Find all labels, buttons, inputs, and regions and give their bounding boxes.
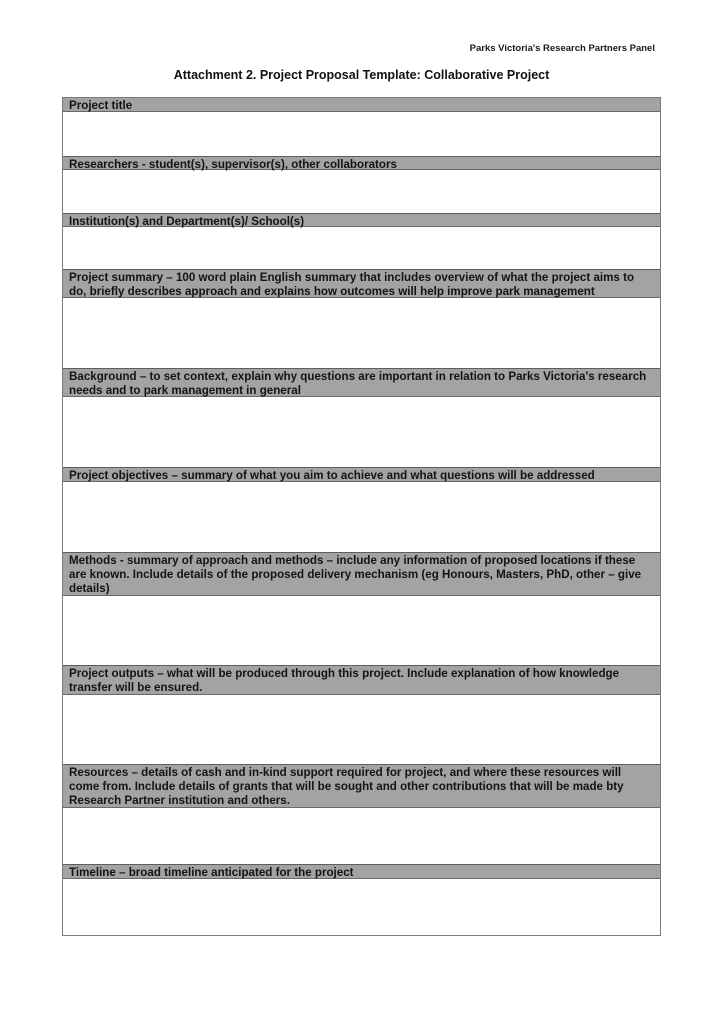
- field-methods[interactable]: [63, 596, 660, 665]
- field-project-title[interactable]: [63, 112, 660, 156]
- section-header-background: Background – to set context, explain why questions are important in relation to Parks Victoria's research needs and to park management in general: [63, 368, 660, 397]
- document-title: Attachment 2. Project Proposal Template: Collaborative Project: [173, 68, 550, 82]
- section-header-project-summary: Project summary – 100 word plain English summary that includes overview of what the project aims to do, briefly describes approach and explains how outcomes will help improve park management: [63, 269, 660, 298]
- section-header-methods: Methods - summary of approach and methods – include any information of proposed locations if these are known. Include details of the proposed delivery mechanism (eg Honours, Masters, PhD, other – give details): [63, 552, 660, 596]
- field-researchers[interactable]: [63, 170, 660, 213]
- field-resources[interactable]: [63, 808, 660, 864]
- field-background[interactable]: [63, 397, 660, 467]
- section-header-project-outputs: Project outputs – what will be produced through this project. Include explanation of how knowledge transfer will be ensured.: [63, 665, 660, 695]
- section-header-researchers: Researchers - student(s), supervisor(s), other collaborators: [63, 156, 660, 170]
- section-header-institution: Institution(s) and Department(s)/ School(s): [63, 213, 660, 227]
- section-header-project-objectives: Project objectives – summary of what you aim to achieve and what questions will be addressed: [63, 467, 660, 482]
- section-header-timeline: Timeline – broad timeline anticipated for the project: [63, 864, 660, 879]
- field-project-outputs[interactable]: [63, 695, 660, 764]
- section-header-resources: Resources – details of cash and in-kind support required for project, and where these resources will come from. Include details of grants that will be sought and other contributions that will be made bty Research Partner institution and others.: [63, 764, 660, 808]
- field-timeline[interactable]: [63, 879, 660, 935]
- section-header-project-title: Project title: [63, 98, 660, 112]
- field-institution[interactable]: [63, 227, 660, 269]
- field-project-objectives[interactable]: [63, 482, 660, 552]
- proposal-form-table: [62, 97, 661, 936]
- panel-name: Parks Victoria's Research Partners Panel: [469, 43, 655, 54]
- field-project-summary[interactable]: [63, 298, 660, 368]
